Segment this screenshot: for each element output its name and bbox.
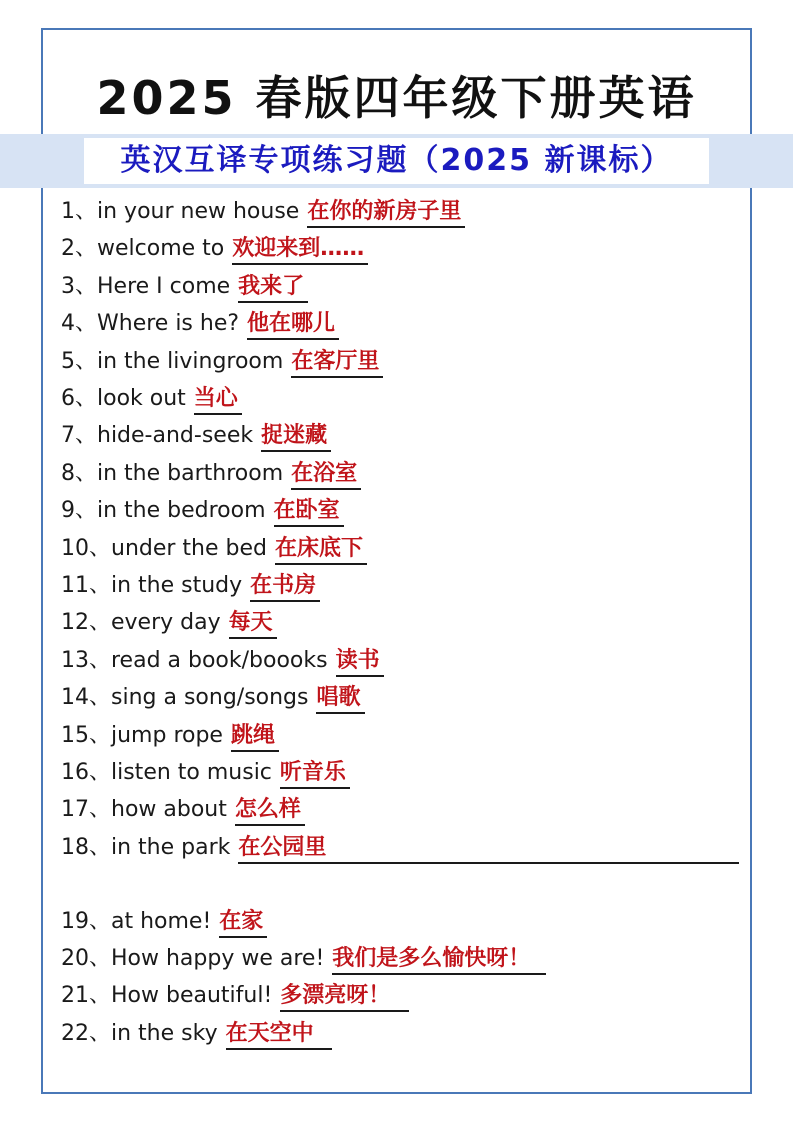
item-number: 16、 bbox=[61, 760, 111, 785]
item-chinese-answer: 我来了 bbox=[238, 273, 308, 303]
item-english: Here I come bbox=[97, 274, 231, 299]
item-chinese-answer: 欢迎来到…… bbox=[232, 235, 368, 265]
item-number: 18、 bbox=[61, 835, 111, 860]
item-chinese-answer: 多漂亮呀！ bbox=[280, 982, 409, 1012]
item-english: sing a song/songs bbox=[111, 685, 309, 710]
list-item bbox=[61, 419, 331, 453]
item-chinese-answer: 在书房 bbox=[250, 572, 320, 602]
item-number: 9、 bbox=[61, 498, 97, 523]
item-chinese-answer: 听音乐 bbox=[280, 759, 350, 789]
list-item bbox=[61, 905, 267, 939]
item-number: 4、 bbox=[61, 311, 97, 336]
list-item bbox=[61, 270, 308, 304]
item-chinese-answer: 在公园里 bbox=[238, 834, 739, 864]
item-number: 6、 bbox=[61, 386, 97, 411]
item-chinese-answer: 捉迷藏 bbox=[261, 422, 331, 452]
item-number: 20、 bbox=[61, 946, 111, 971]
list-item bbox=[61, 942, 546, 976]
item-chinese-answer: 唱歌 bbox=[316, 684, 364, 714]
list-item bbox=[61, 606, 277, 640]
item-number: 8、 bbox=[61, 461, 97, 486]
list-item bbox=[61, 831, 739, 865]
item-english: in the bedroom bbox=[97, 498, 266, 523]
item-number: 10、 bbox=[61, 536, 111, 561]
item-english: in the park bbox=[111, 835, 231, 860]
item-number: 3、 bbox=[61, 274, 97, 299]
list-item bbox=[61, 532, 367, 566]
list-item bbox=[61, 1017, 332, 1051]
item-chinese-answer: 当心 bbox=[194, 385, 242, 415]
list-item bbox=[61, 644, 384, 678]
item-english: how about bbox=[111, 797, 227, 822]
page-title: 2025 春版四年级下册英语 bbox=[96, 71, 697, 125]
item-number: 7、 bbox=[61, 423, 97, 448]
item-number: 12、 bbox=[61, 610, 111, 635]
item-english: How happy we are! bbox=[111, 946, 325, 971]
item-number: 14、 bbox=[61, 685, 111, 710]
item-english: in the livingroom bbox=[97, 349, 284, 374]
item-english: at home! bbox=[111, 909, 212, 934]
item-chinese-answer: 跳绳 bbox=[231, 722, 279, 752]
item-english: How beautiful! bbox=[111, 983, 273, 1008]
item-english: under the bed bbox=[111, 536, 267, 561]
item-english: jump rope bbox=[111, 723, 223, 748]
item-number: 2、 bbox=[61, 236, 97, 261]
list-item bbox=[61, 382, 242, 416]
item-number: 21、 bbox=[61, 983, 111, 1008]
list-item bbox=[61, 494, 344, 528]
list-item bbox=[61, 232, 368, 266]
item-chinese-answer: 在天空中 bbox=[226, 1020, 332, 1050]
item-english: in your new house bbox=[97, 199, 300, 224]
item-chinese-answer: 在卧室 bbox=[274, 497, 344, 527]
item-english: in the study bbox=[111, 573, 243, 598]
item-number: 11、 bbox=[61, 573, 111, 598]
page-subtitle: 英汉互译专项练习题（2025 新课标） bbox=[120, 143, 673, 178]
list-item bbox=[61, 569, 320, 603]
list-item bbox=[61, 681, 365, 715]
item-chinese-answer: 在你的新房子里 bbox=[307, 198, 465, 228]
item-number: 22、 bbox=[61, 1021, 111, 1046]
list-item bbox=[61, 457, 361, 491]
item-number: 15、 bbox=[61, 723, 111, 748]
item-english: welcome to bbox=[97, 236, 225, 261]
item-number: 1、 bbox=[61, 199, 97, 224]
list-item bbox=[61, 345, 383, 379]
item-number: 19、 bbox=[61, 909, 111, 934]
item-chinese-answer: 在家 bbox=[219, 908, 267, 938]
list-item bbox=[61, 979, 409, 1013]
item-english: every day bbox=[111, 610, 221, 635]
item-chinese-answer: 我们是多么愉快呀！ bbox=[332, 945, 546, 975]
item-chinese-answer: 读书 bbox=[336, 647, 384, 677]
item-english: hide-and-seek bbox=[97, 423, 254, 448]
item-number: 13、 bbox=[61, 648, 111, 673]
item-chinese-answer: 每天 bbox=[229, 609, 277, 639]
list-item bbox=[61, 793, 305, 827]
item-chinese-answer: 怎么样 bbox=[235, 796, 305, 826]
list-item bbox=[61, 756, 350, 790]
item-english: in the sky bbox=[111, 1021, 218, 1046]
item-english: Where is he? bbox=[97, 311, 240, 336]
item-english: in the barthroom bbox=[97, 461, 284, 486]
item-number: 17、 bbox=[61, 797, 111, 822]
item-english: read a book/boooks bbox=[111, 648, 328, 673]
item-chinese-answer: 在浴室 bbox=[291, 460, 361, 490]
item-english: look out bbox=[97, 386, 186, 411]
list-item bbox=[61, 195, 465, 229]
item-chinese-answer: 在客厅里 bbox=[291, 348, 383, 378]
item-chinese-answer: 在床底下 bbox=[275, 535, 367, 565]
item-english: listen to music bbox=[111, 760, 272, 785]
list-item bbox=[61, 307, 339, 341]
list-item bbox=[61, 719, 279, 753]
item-chinese-answer: 他在哪儿 bbox=[247, 310, 339, 340]
item-number: 5、 bbox=[61, 349, 97, 374]
